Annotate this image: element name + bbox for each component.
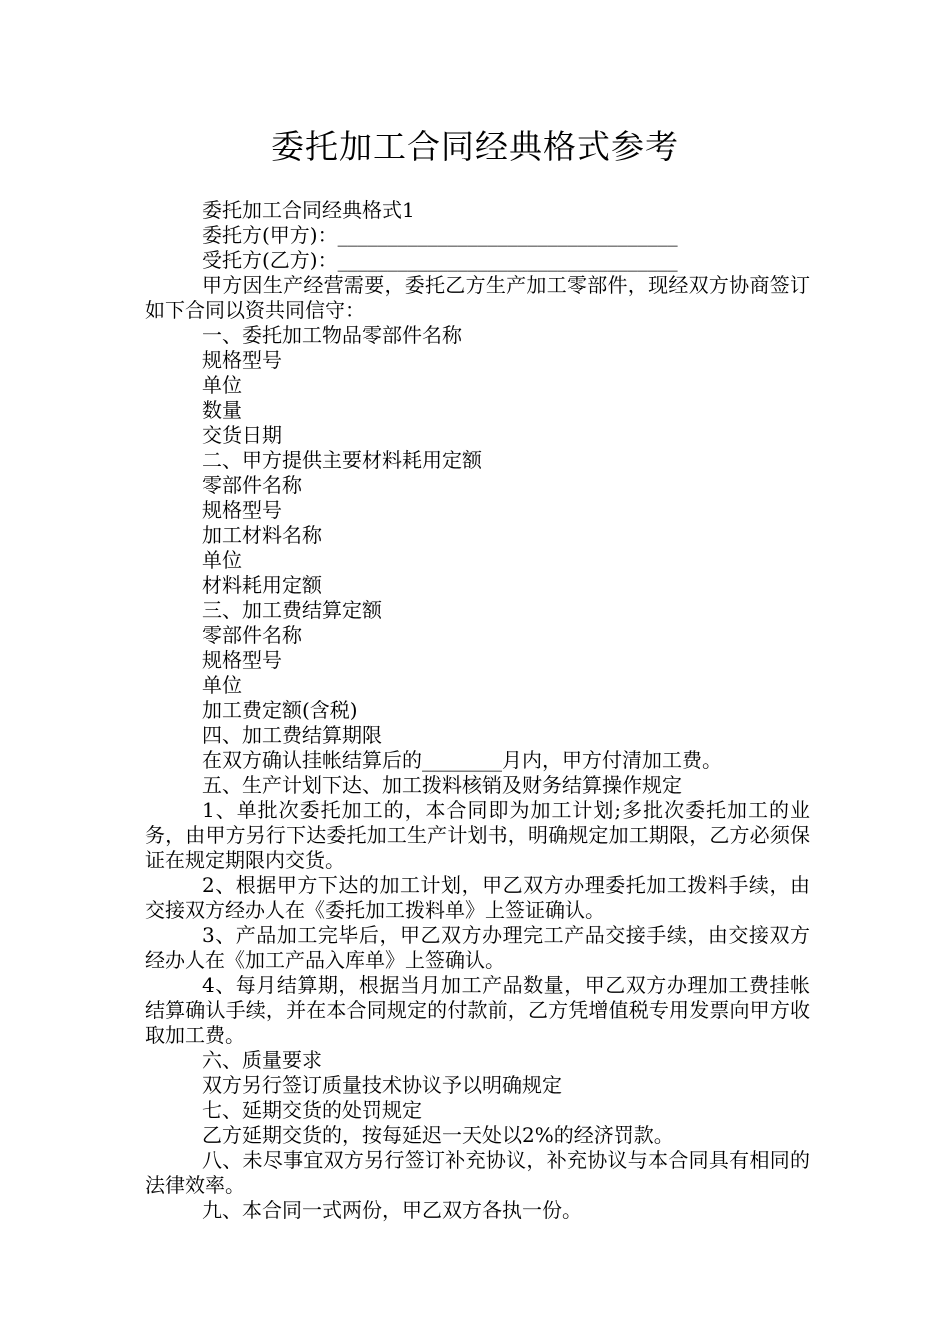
document-title: 委托加工合同经典格式参考 xyxy=(271,127,679,166)
paragraph-item: 数量 xyxy=(202,398,242,422)
paragraph-section-8: 八、未尽事宜双方另行签订补充协议，补充协议与本合同具有相同的法律效率。 xyxy=(145,1148,810,1197)
paragraph-section-7: 七、延期交货的处罚规定 xyxy=(202,1098,422,1122)
paragraph-clause-1: 1、单批次委托加工的，本合同即为加工计划;多批次委托加工的业务，由甲方另行下达委托加工生产计划书，明确规定加工期限，乙方必须保证在规定期限内交货。 xyxy=(145,798,810,872)
paragraph-section-5: 五、生产计划下达、加工拨料核销及财务结算操作规定 xyxy=(202,773,682,797)
paragraph-intro: 甲方因生产经营需要，委托乙方生产加工零部件，现经双方协商签订如下合同以资共同信守： xyxy=(145,273,810,322)
paragraph-section-3: 三、加工费结算定额 xyxy=(202,598,382,622)
paragraph-item: 单位 xyxy=(202,373,242,397)
paragraph-section-4: 四、加工费结算期限 xyxy=(202,723,382,747)
paragraph-quality: 双方另行签订质量技术协议予以明确规定 xyxy=(202,1073,562,1097)
paragraph-section-1: 一、委托加工物品零部件名称 xyxy=(202,323,462,347)
paragraph-party-a: 委托方(甲方)：__________________________________ xyxy=(202,223,678,247)
paragraph-section-6: 六、质量要求 xyxy=(202,1048,322,1072)
paragraph-clause-3: 3、产品加工完毕后，甲乙双方办理完工产品交接手续，由交接双方经办人在《加工产品入库单》上签确认。 xyxy=(145,923,810,972)
paragraph-subtitle: 委托加工合同经典格式1 xyxy=(202,198,415,222)
paragraph-item: 单位 xyxy=(202,673,242,697)
paragraph-section-9: 九、本合同一式两份，甲乙双方各执一份。 xyxy=(202,1198,582,1222)
paragraph-item: 加工费定额(含税) xyxy=(202,698,358,722)
paragraph-item: 规格型号 xyxy=(202,348,282,372)
paragraph-item: 加工材料名称 xyxy=(202,523,322,547)
paragraph-payment-term: 在双方确认挂帐结算后的________月内，甲方付清加工费。 xyxy=(202,748,722,772)
paragraph-item: 零部件名称 xyxy=(202,623,302,647)
paragraph-item: 交货日期 xyxy=(202,423,282,447)
paragraph-item: 单位 xyxy=(202,548,242,572)
paragraph-item: 材料耗用定额 xyxy=(202,573,322,597)
paragraph-item: 规格型号 xyxy=(202,648,282,672)
paragraph-section-2: 二、甲方提供主要材料耗用定额 xyxy=(202,448,482,472)
paragraph-party-b: 受托方(乙方)：__________________________________ xyxy=(202,248,678,272)
paragraph-item: 零部件名称 xyxy=(202,473,302,497)
paragraph-clause-4: 4、每月结算期，根据当月加工产品数量，甲乙双方办理加工费挂帐结算确认手续，并在本合同规定的付款前，乙方凭增值税专用发票向甲方收取加工费。 xyxy=(145,973,810,1047)
paragraph-clause-2: 2、根据甲方下达的加工计划，甲乙双方办理委托加工拨料手续，由交接双方经办人在《委托加工拨料单》上签证确认。 xyxy=(145,873,810,922)
paragraph-penalty: 乙方延期交货的，按每延迟一天处以2%的经济罚款。 xyxy=(202,1123,674,1147)
document-body xyxy=(145,198,810,1223)
paragraph-item: 规格型号 xyxy=(202,498,282,522)
